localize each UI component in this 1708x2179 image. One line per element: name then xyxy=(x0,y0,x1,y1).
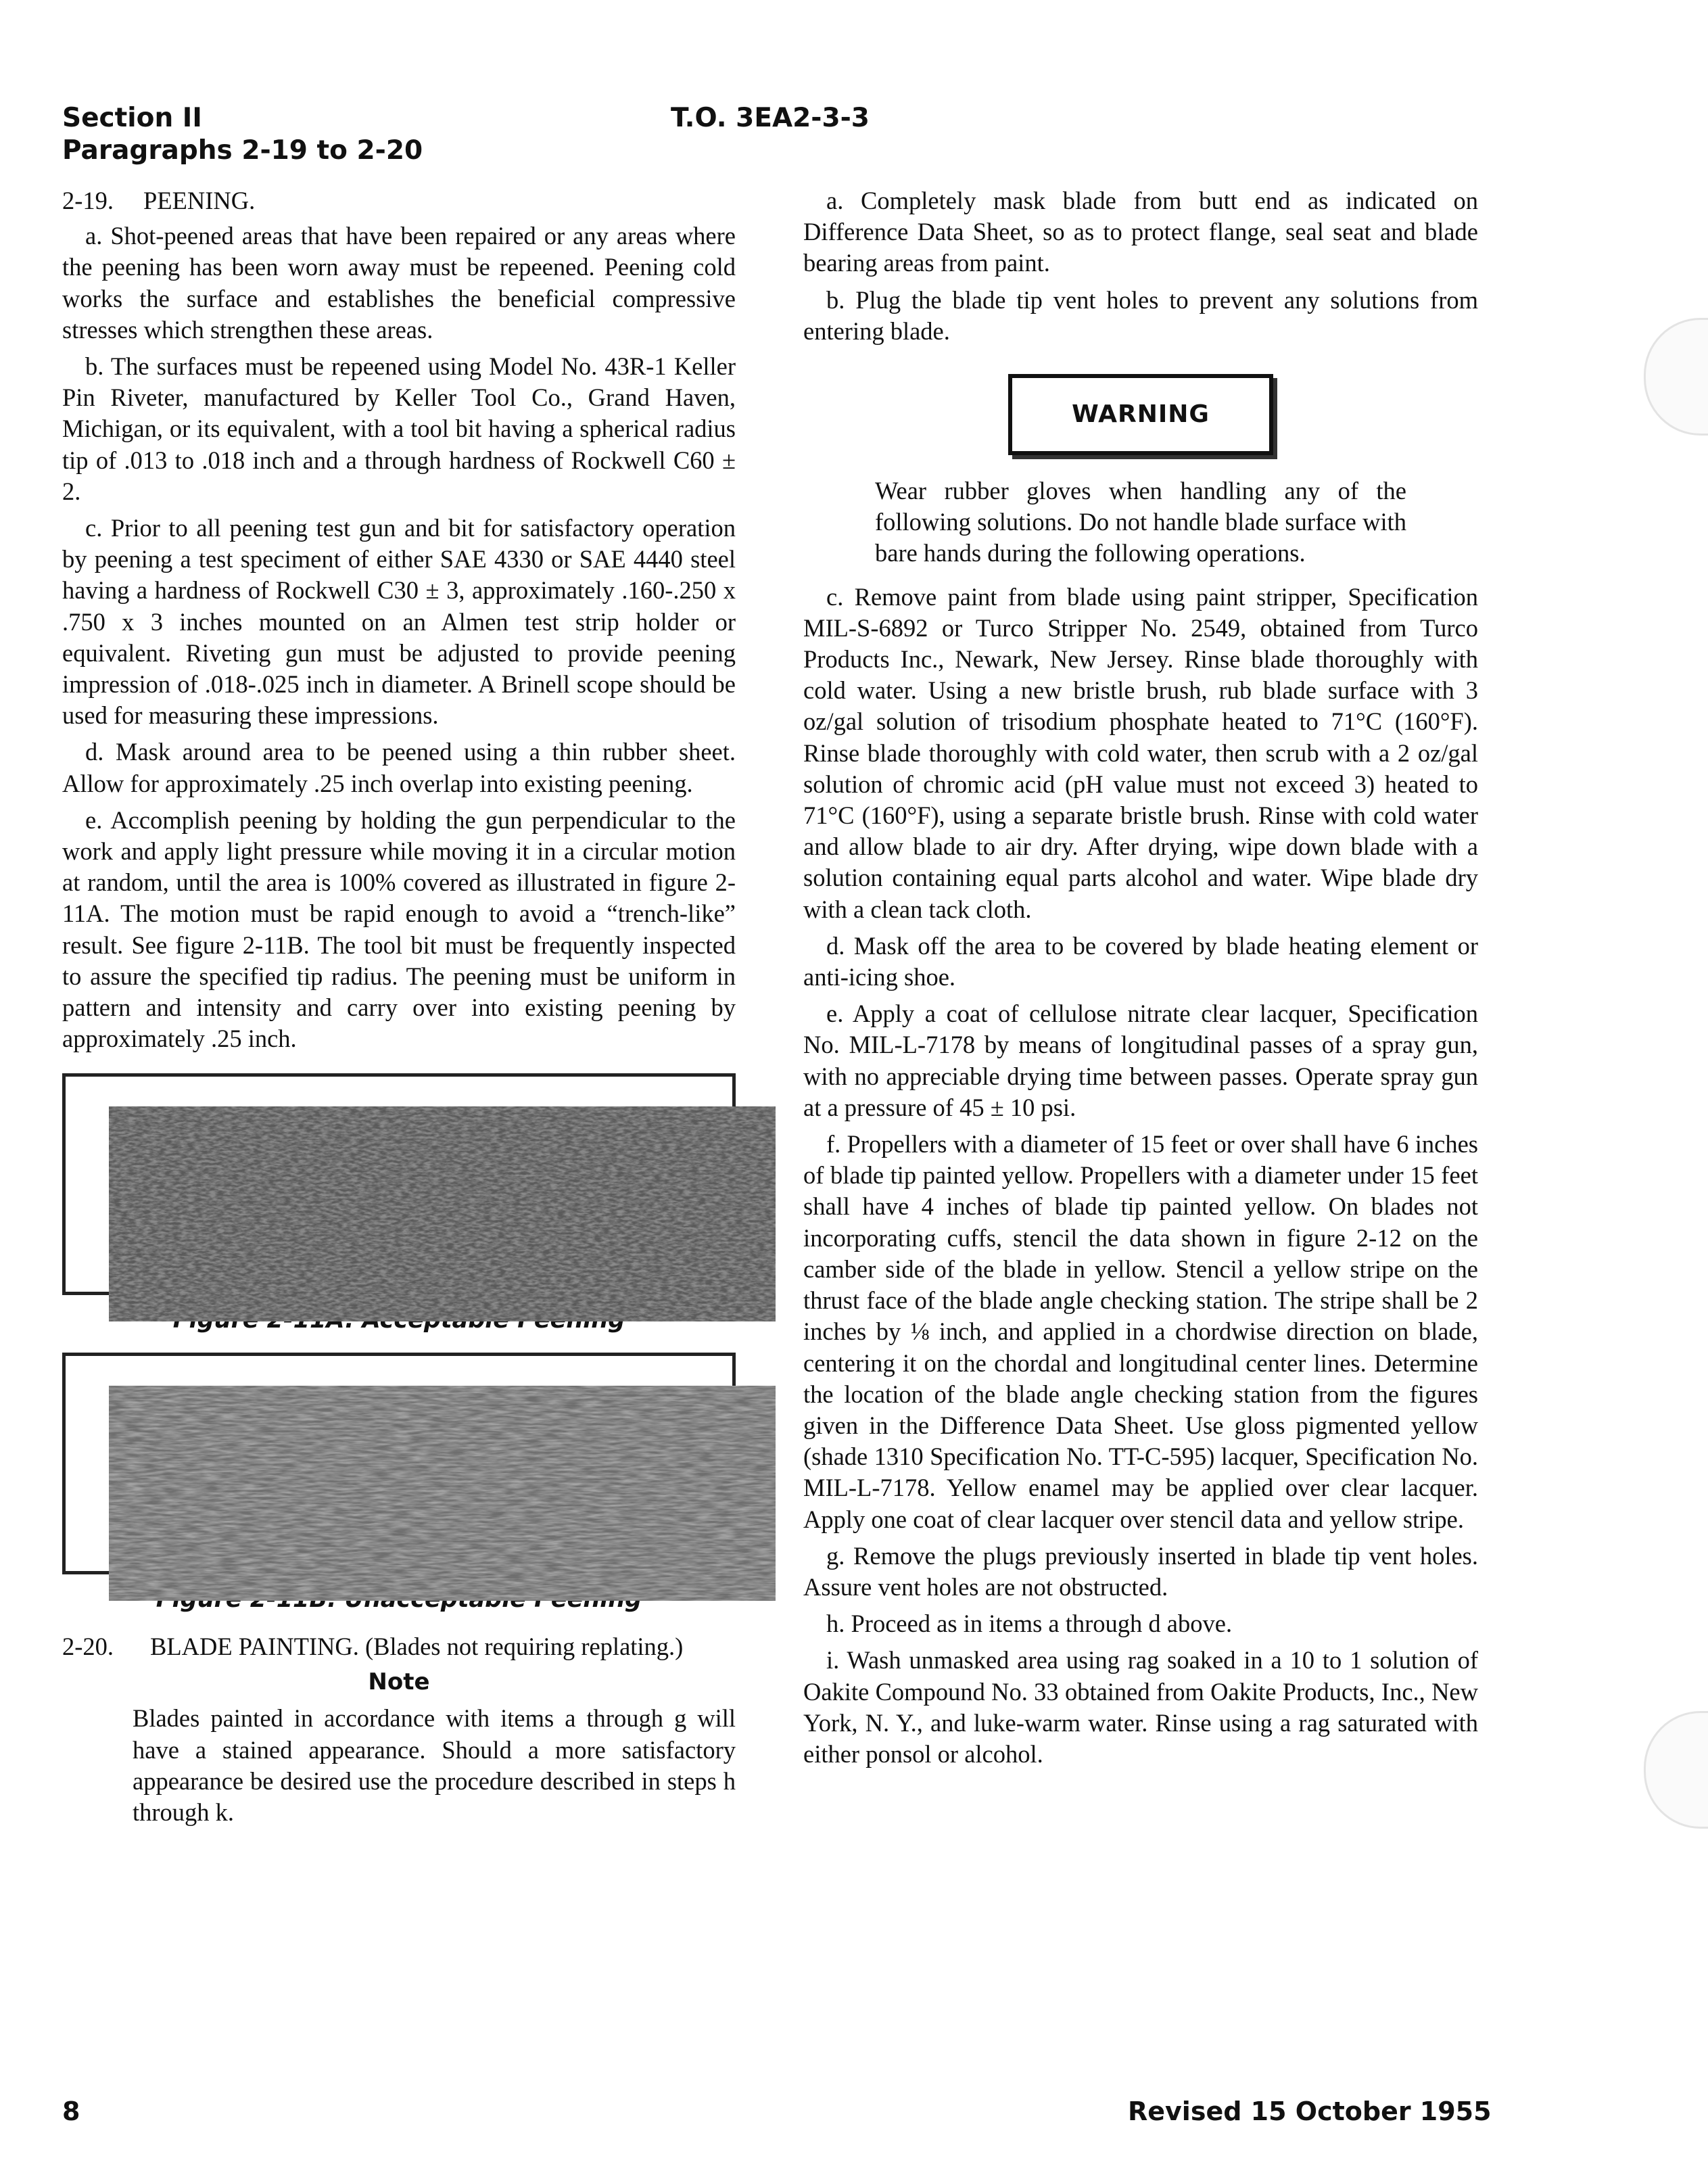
figure-2-11a xyxy=(62,1073,736,1295)
page-number: 8 xyxy=(62,2096,80,2126)
note-text: Blades painted in accordance with items a through g will have a stained appearance. Should a more satisfactory appearance be desired use the procedure described in steps h through k. xyxy=(133,1704,736,1826)
heading-title: PEENING. xyxy=(143,187,256,214)
binder-hole-bottom xyxy=(1644,1711,1708,1829)
paragraph-b: b. The surfaces must be repeened using Model No. 43R-1 Keller Pin Riveter, manufactured by Keller Tool Co., Grand Haven, Michigan, or its equivalent, with a tool bit having a spherical radius tip of .013 to .018 inch and a through hardness of Rockwell C60 ± 2. xyxy=(62,352,736,505)
to-number: T.O. 3EA2-3-3 xyxy=(671,103,870,133)
warning-box xyxy=(1008,374,1273,455)
warning-text: Wear rubber gloves when handling any of the following solutions. Do not handle blade surface with bare hands during the following operations. xyxy=(875,477,1406,567)
paragraph-b: b. Plug the blade tip vent holes to prevent any solutions from entering blade. xyxy=(803,285,1478,345)
paragraph-e: e. Accomplish peening by holding the gun perpendicular to the work and apply light pressure while moving it in a circular motion at random, until the area is 100% covered as illustrated in figure 2-11A. The motion must be rapid enough to avoid a “trench-like” result. See figure 2-11B. The tool bit must be frequently inspected to assure the specified tip radius. The peening must be uniform in pattern and intensity and carry over into existing peening by approximately .25 inch. xyxy=(62,805,736,1053)
heading-title: BLADE PAINTING. (Blades not requiring replating.) xyxy=(150,1632,684,1660)
right-column xyxy=(803,185,1478,1775)
paragraph-d: d. Mask around area to be peened using a thin rubber sheet. Allow for approximately .25 inch overlap into existing peening. xyxy=(62,738,736,797)
paragraph-a: a. Shot-peened areas that have been repaired or any areas where the peening has been worn away must be repeened. Peening cold works the surface and establishes the beneficial compressive stresses which strengthen these areas. xyxy=(62,222,736,344)
section-heading-2-19 xyxy=(62,185,736,216)
warning-title: WARNING xyxy=(1072,400,1210,428)
note-title: Note xyxy=(368,1668,430,1696)
paragraph-f: f. Propellers with a diameter of 15 feet or over shall have 6 inches of blade tip painted yellow. Propellers with a diameter under 15 feet shall have 4 inches of blade tip painted yellow. On blades not incorporating cuffs, stencil the data shown in figure 2-12 on the camber side of the blade in yellow. Stencil a yellow stripe on the thrust face of the blade angle checking station. The stripe shall be 2 inches by ⅛ inch, and applied in a chordwise direction on blade, centering it on the chordal and longitudinal center lines. Determine the location of the blade angle checking station from the figures given in the Difference Data Sheet. Use gloss pigmented yellow (shade 1310 Specification No. TT-C-595) lacquer, Specification No. MIL-L-7178. Yellow enamel may be applied over clear lacquer. Apply one coat of clear lacquer over stencil data and yellow stripe. xyxy=(803,1130,1478,1533)
revision-date: Revised 15 October 1955 xyxy=(1128,2096,1492,2126)
section-heading-2-20 xyxy=(62,1631,736,1662)
peening-texture-acceptable xyxy=(109,1106,776,1321)
peening-texture-unacceptable xyxy=(109,1386,776,1601)
paragraph-h: h. Proceed as in items a through d above. xyxy=(826,1610,1233,1638)
figure-2-11b xyxy=(62,1353,736,1574)
binder-hole-top xyxy=(1644,318,1708,436)
paragraph-d: d. Mask off the area to be covered by blade heating element or anti-icing shoe. xyxy=(803,931,1478,991)
paragraphs-label: Paragraphs 2-19 to 2-20 xyxy=(62,135,423,166)
paragraph-i: i. Wash unmasked area using rag soaked in a 10 to 1 solution of Oakite Compound No. 33 obtained from Oakite Products, Inc., New York, N. Y., and luke-warm water. Rinse using a rag saturated with either ponsol or alcohol. xyxy=(803,1646,1478,1768)
paragraph-c: c. Prior to all peening test gun and bit for satisfactory operation by peening a test speciment of either SAE 4330 or SAE 4440 steel having a hardness of Rockwell C30 ± 3, approximately .160-.250 x .750 x 3 inches mounted on an Almen test strip holder or equivalent. Riveting gun must be adjusted to provide peening impression of .018-.025 inch in diameter. A Brinell scope should be used for measuring these impressions. xyxy=(62,514,736,730)
left-column xyxy=(62,185,736,1837)
paragraph-e: e. Apply a coat of cellulose nitrate clear lacquer, Specification No. MIL-L-7178 by means of longitudinal passes of a spray gun, with no appreciable drying time between passes. Operate spray gun at a pressure of 45 ± 10 psi. xyxy=(803,1000,1478,1121)
heading-number: 2-20. xyxy=(62,1632,114,1660)
heading-number: 2-19. xyxy=(62,187,114,214)
paragraph-g: g. Remove the plugs previously inserted in blade tip vent holes. Assure vent holes are not obstructed. xyxy=(803,1541,1478,1601)
paragraph-c: c. Remove paint from blade using paint stripper, Specification MIL-S-6892 or Turco Stripper No. 2549, obtained from Turco Products Inc., Newark, New Jersey. Rinse blade thoroughly with cold water. Using a new bristle brush, rub blade surface with 3 oz/gal solution of trisodium phosphate heated to 71°C (160°F). Rinse blade thoroughly with cold water, then scrub with a 2 oz/gal solution of chromic acid (pH value must not exceed 3) heated to 71°C (160°F), using a separate bristle brush. Rinse with cold water and allow blade to air dry. After drying, wipe down blade with a solution containing equal parts alcohol and water. Wipe blade dry with a clean tack cloth. xyxy=(803,582,1478,923)
section-label: Section II xyxy=(62,103,202,133)
paragraph-a: a. Completely mask blade from butt end as indicated on Difference Data Sheet, so as to protect flange, seal seat and blade bearing areas from paint. xyxy=(803,187,1478,277)
